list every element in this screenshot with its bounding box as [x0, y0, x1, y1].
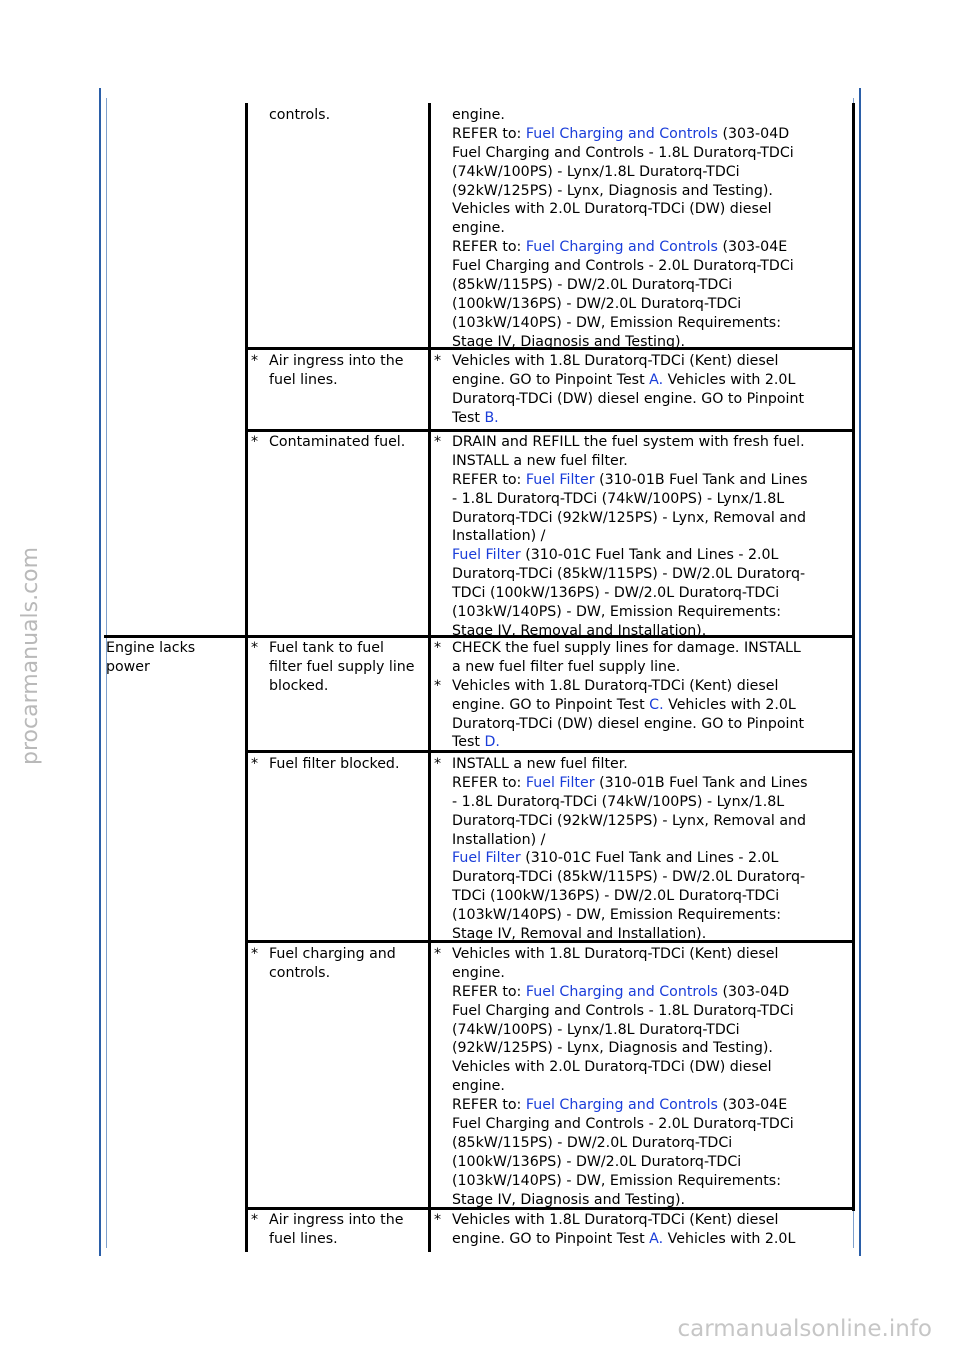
text-line: engine.: [452, 220, 505, 237]
text-line: [452, 733, 854, 752]
bullet-marker: *: [251, 946, 259, 962]
bullet-item: [434, 677, 854, 753]
text-segment: REFER to:: [452, 774, 526, 791]
text-line: [452, 546, 854, 565]
possible-source-cell: [251, 1211, 427, 1249]
text-line: [452, 774, 854, 793]
text-line: Duratorq-TDCi (85kW/115PS) - DW/2.0L Duratorq-: [452, 869, 806, 886]
text-line: (100kW/136PS) - DW/2.0L Duratorq-TDCi: [452, 1153, 742, 1170]
text-line: (100kW/136PS) - DW/2.0L Duratorq-TDCi: [452, 295, 742, 312]
reference-link[interactable]: A.: [649, 1230, 664, 1247]
text-line: engine.: [452, 1078, 505, 1095]
bullet-marker: *: [251, 1212, 259, 1228]
reference-link[interactable]: C.: [649, 696, 664, 713]
text-line: [452, 696, 854, 715]
text-line: Duratorq-TDCi (92kW/125PS) - Lynx, Removal and: [452, 812, 807, 829]
text-line: Duratorq-TDCi (DW) diesel engine. GO to Pinpoint: [452, 390, 805, 407]
possible-source-cell: [251, 433, 427, 452]
text-line: Air ingress into the: [269, 1212, 404, 1228]
text-line: (85kW/115PS) - DW/2.0L Duratorq-TDCi: [452, 1134, 733, 1151]
text-segment: engine. GO to Pinpoint Test: [452, 696, 650, 713]
text-line: Vehicles with 1.8L Duratorq-TDCi (Kent) diesel: [452, 353, 779, 369]
row-divider: [247, 429, 854, 432]
page-frame-left: [99, 88, 101, 1256]
text-line: Installation) /: [452, 831, 546, 848]
text-line: (92kW/125PS) - Lynx, Diagnosis and Testing).: [452, 182, 773, 199]
bullet-marker: *: [434, 756, 442, 772]
text-line: Vehicles with 2.0L Duratorq-TDCi (DW) diesel: [452, 1059, 772, 1076]
text-line: (92kW/125PS) - Lynx, Diagnosis and Testing).: [452, 1040, 773, 1057]
text-segment: (303-04E: [717, 1097, 788, 1114]
bullet-item: [251, 433, 427, 452]
text-line: [452, 371, 854, 390]
text-line: blocked.: [269, 677, 329, 694]
bullet-marker: *: [434, 1212, 442, 1228]
text-line: Stage IV, Diagnosis and Testing).: [452, 333, 686, 350]
reference-link[interactable]: D.: [484, 734, 500, 751]
text-line: Duratorq-TDCi (DW) diesel engine. GO to Pinpoint: [452, 715, 805, 732]
text-line: Fuel Charging and Controls - 1.8L Duratorq-TDCi: [452, 144, 794, 161]
text-line: (103kW/140PS) - DW, Emission Requirements:: [452, 1172, 781, 1189]
text-line: Engine lacks: [106, 640, 196, 656]
possible-source-cell: [251, 639, 427, 696]
text-segment: REFER to:: [452, 471, 526, 488]
bullet-item: [434, 755, 854, 944]
reference-link[interactable]: A.: [649, 371, 664, 388]
possible-source-cell: [251, 106, 445, 125]
bullet-item: [251, 945, 427, 983]
bullet-marker: *: [434, 353, 442, 369]
text-segment: (303-04E: [717, 239, 788, 256]
bullet-item: [434, 352, 854, 428]
bullet-item: [251, 352, 427, 390]
action-cell: [434, 1211, 854, 1249]
text-line: Fuel Charging and Controls - 2.0L Duratorq-TDCi: [452, 258, 794, 275]
bullet-marker: *: [434, 640, 442, 656]
possible-source-cell: [251, 945, 427, 983]
text-line: Installation) /: [452, 528, 546, 545]
reference-link[interactable]: Fuel Filter: [525, 471, 595, 488]
text-line: controls.: [269, 964, 331, 981]
text-line: DRAIN and REFILL the fuel system with fresh fuel.: [452, 434, 805, 450]
reference-link[interactable]: Fuel Filter: [452, 547, 521, 564]
text-line: Fuel filter blocked.: [269, 756, 400, 772]
text-segment: engine. GO to Pinpoint Test: [452, 1230, 650, 1247]
text-segment: Vehicles with 2.0L: [663, 371, 796, 388]
text-line: engine.: [452, 964, 505, 981]
text-line: Vehicles with 1.8L Duratorq-TDCi (Kent) diesel: [452, 677, 779, 694]
text-line: - 1.8L Duratorq-TDCi (74kW/100PS) - Lynx/1.8L: [452, 793, 785, 810]
text-line: - 1.8L Duratorq-TDCi (74kW/100PS) - Lynx/1.8L: [452, 490, 785, 507]
text-line: (85kW/115PS) - DW/2.0L Duratorq-TDCi: [452, 277, 733, 294]
reference-link[interactable]: Fuel Charging and Controls: [525, 125, 718, 142]
column-divider-2: [428, 103, 431, 1252]
text-line: a new fuel filter fuel supply line.: [452, 658, 681, 675]
symptom-cell: [106, 639, 195, 677]
text-line: engine.: [452, 107, 505, 123]
bullet-item: [251, 755, 427, 774]
action-cell: [434, 945, 854, 1209]
text-line: power: [106, 658, 150, 675]
text-line: (103kW/140PS) - DW, Emission Requirements:: [452, 604, 781, 621]
text-line: [452, 983, 854, 1002]
possible-source-cell: [251, 755, 427, 774]
bullet-marker: *: [434, 946, 442, 962]
text-line: (74kW/100PS) - Lynx/1.8L Duratorq-TDCi: [452, 1021, 740, 1038]
text-segment: Test: [452, 409, 485, 426]
text-line: [452, 125, 872, 144]
text-line: (74kW/100PS) - Lynx/1.8L Duratorq-TDCi: [452, 163, 740, 180]
text-line: Fuel Charging and Controls - 2.0L Duratorq-TDCi: [452, 1116, 794, 1133]
bullet-marker: *: [251, 434, 259, 450]
action-cell: [434, 639, 854, 752]
text-segment: Test: [452, 734, 485, 751]
reference-link[interactable]: Fuel Charging and Controls: [525, 983, 718, 1000]
bullet-item: [434, 433, 854, 641]
text-segment: REFER to:: [452, 983, 526, 1000]
text-segment: engine. GO to Pinpoint Test: [452, 371, 650, 388]
text-line: INSTALL a new fuel filter.: [452, 452, 628, 469]
text-line: filter fuel supply line: [269, 658, 415, 675]
text-segment: (310-01C Fuel Tank and Lines - 2.0L: [520, 547, 779, 564]
text-line: Vehicles with 1.8L Duratorq-TDCi (Kent) diesel: [452, 1212, 779, 1228]
text-line: INSTALL a new fuel filter.: [452, 756, 628, 772]
text-line: Stage IV, Removal and Installation).: [452, 622, 707, 639]
possible-source-cell: [251, 352, 427, 390]
bullet-marker: *: [434, 434, 442, 450]
text-line: Vehicles with 1.8L Duratorq-TDCi (Kent) diesel: [452, 946, 779, 962]
text-segment: (303-04D: [717, 983, 790, 1000]
text-line: Stage IV, Diagnosis and Testing).: [452, 1191, 686, 1208]
bullet-item: [434, 639, 854, 677]
bullet-item: [434, 945, 854, 1209]
bullet-marker: *: [251, 756, 259, 772]
text-segment: (303-04D: [717, 125, 790, 142]
column-divider-1: [245, 103, 248, 1252]
text-line: fuel lines.: [269, 1230, 338, 1247]
text-line: [452, 849, 854, 868]
text-line: (103kW/140PS) - DW, Emission Requirements:: [452, 314, 781, 331]
reference-link[interactable]: Fuel Charging and Controls: [525, 239, 718, 256]
bullet-item: [251, 1211, 427, 1249]
text-line: TDCi (100kW/136PS) - DW/2.0L Duratorq-TDCi: [452, 585, 780, 602]
side-watermark: procarmanuals.com: [18, 546, 43, 765]
action-cell: [434, 352, 854, 428]
text-segment: Vehicles with 2.0L: [663, 696, 796, 713]
action-cell: [434, 106, 872, 352]
text-segment: (310-01B Fuel Tank and Lines: [594, 471, 808, 488]
reference-link[interactable]: Fuel Charging and Controls: [525, 1097, 718, 1114]
bullet-item: [434, 1211, 854, 1249]
text-segment: REFER to:: [452, 125, 526, 142]
text-line: Contaminated fuel.: [269, 434, 406, 450]
text-line: Fuel charging and: [269, 946, 396, 962]
text-line: (103kW/140PS) - DW, Emission Requirements:: [452, 907, 781, 924]
text-segment: REFER to:: [452, 239, 526, 256]
text-line: TDCi (100kW/136PS) - DW/2.0L Duratorq-TDCi: [452, 888, 780, 905]
text-line: Vehicles with 2.0L Duratorq-TDCi (DW) diesel: [452, 201, 772, 218]
text-line: Fuel tank to fuel: [269, 640, 384, 656]
text-segment: (310-01C Fuel Tank and Lines - 2.0L: [520, 850, 779, 867]
bullet-marker: *: [251, 640, 259, 656]
text-line: [452, 1230, 854, 1249]
bullet-item: [251, 639, 427, 696]
text-line: Air ingress into the: [269, 353, 404, 369]
text-segment: Vehicles with 2.0L: [663, 1230, 796, 1247]
text-line: fuel lines.: [269, 371, 338, 388]
text-line: controls.: [269, 107, 331, 123]
text-line: Duratorq-TDCi (85kW/115PS) - DW/2.0L Duratorq-: [452, 566, 806, 583]
text-line: Stage IV, Removal and Installation).: [452, 926, 707, 943]
text-line: [452, 409, 854, 428]
text-line: Duratorq-TDCi (92kW/125PS) - Lynx, Removal and: [452, 509, 807, 526]
reference-link[interactable]: B.: [484, 409, 499, 426]
text-line: [452, 471, 854, 490]
action-cell: [434, 755, 854, 944]
bullet-marker: *: [434, 677, 442, 694]
text-line: Fuel Charging and Controls - 1.8L Duratorq-TDCi: [452, 1002, 794, 1019]
bottom-watermark: carmanualsonline.info: [677, 1316, 932, 1342]
text-line: CHECK the fuel supply lines for damage. INSTALL: [452, 640, 801, 656]
text-line: [452, 238, 872, 257]
text-segment: REFER to:: [452, 1097, 526, 1114]
bullet-marker: *: [251, 353, 259, 369]
text-segment: (310-01B Fuel Tank and Lines: [594, 774, 808, 791]
text-line: [452, 1096, 854, 1115]
reference-link[interactable]: Fuel Filter: [452, 850, 521, 867]
reference-link[interactable]: Fuel Filter: [525, 774, 595, 791]
action-cell: [434, 433, 854, 641]
